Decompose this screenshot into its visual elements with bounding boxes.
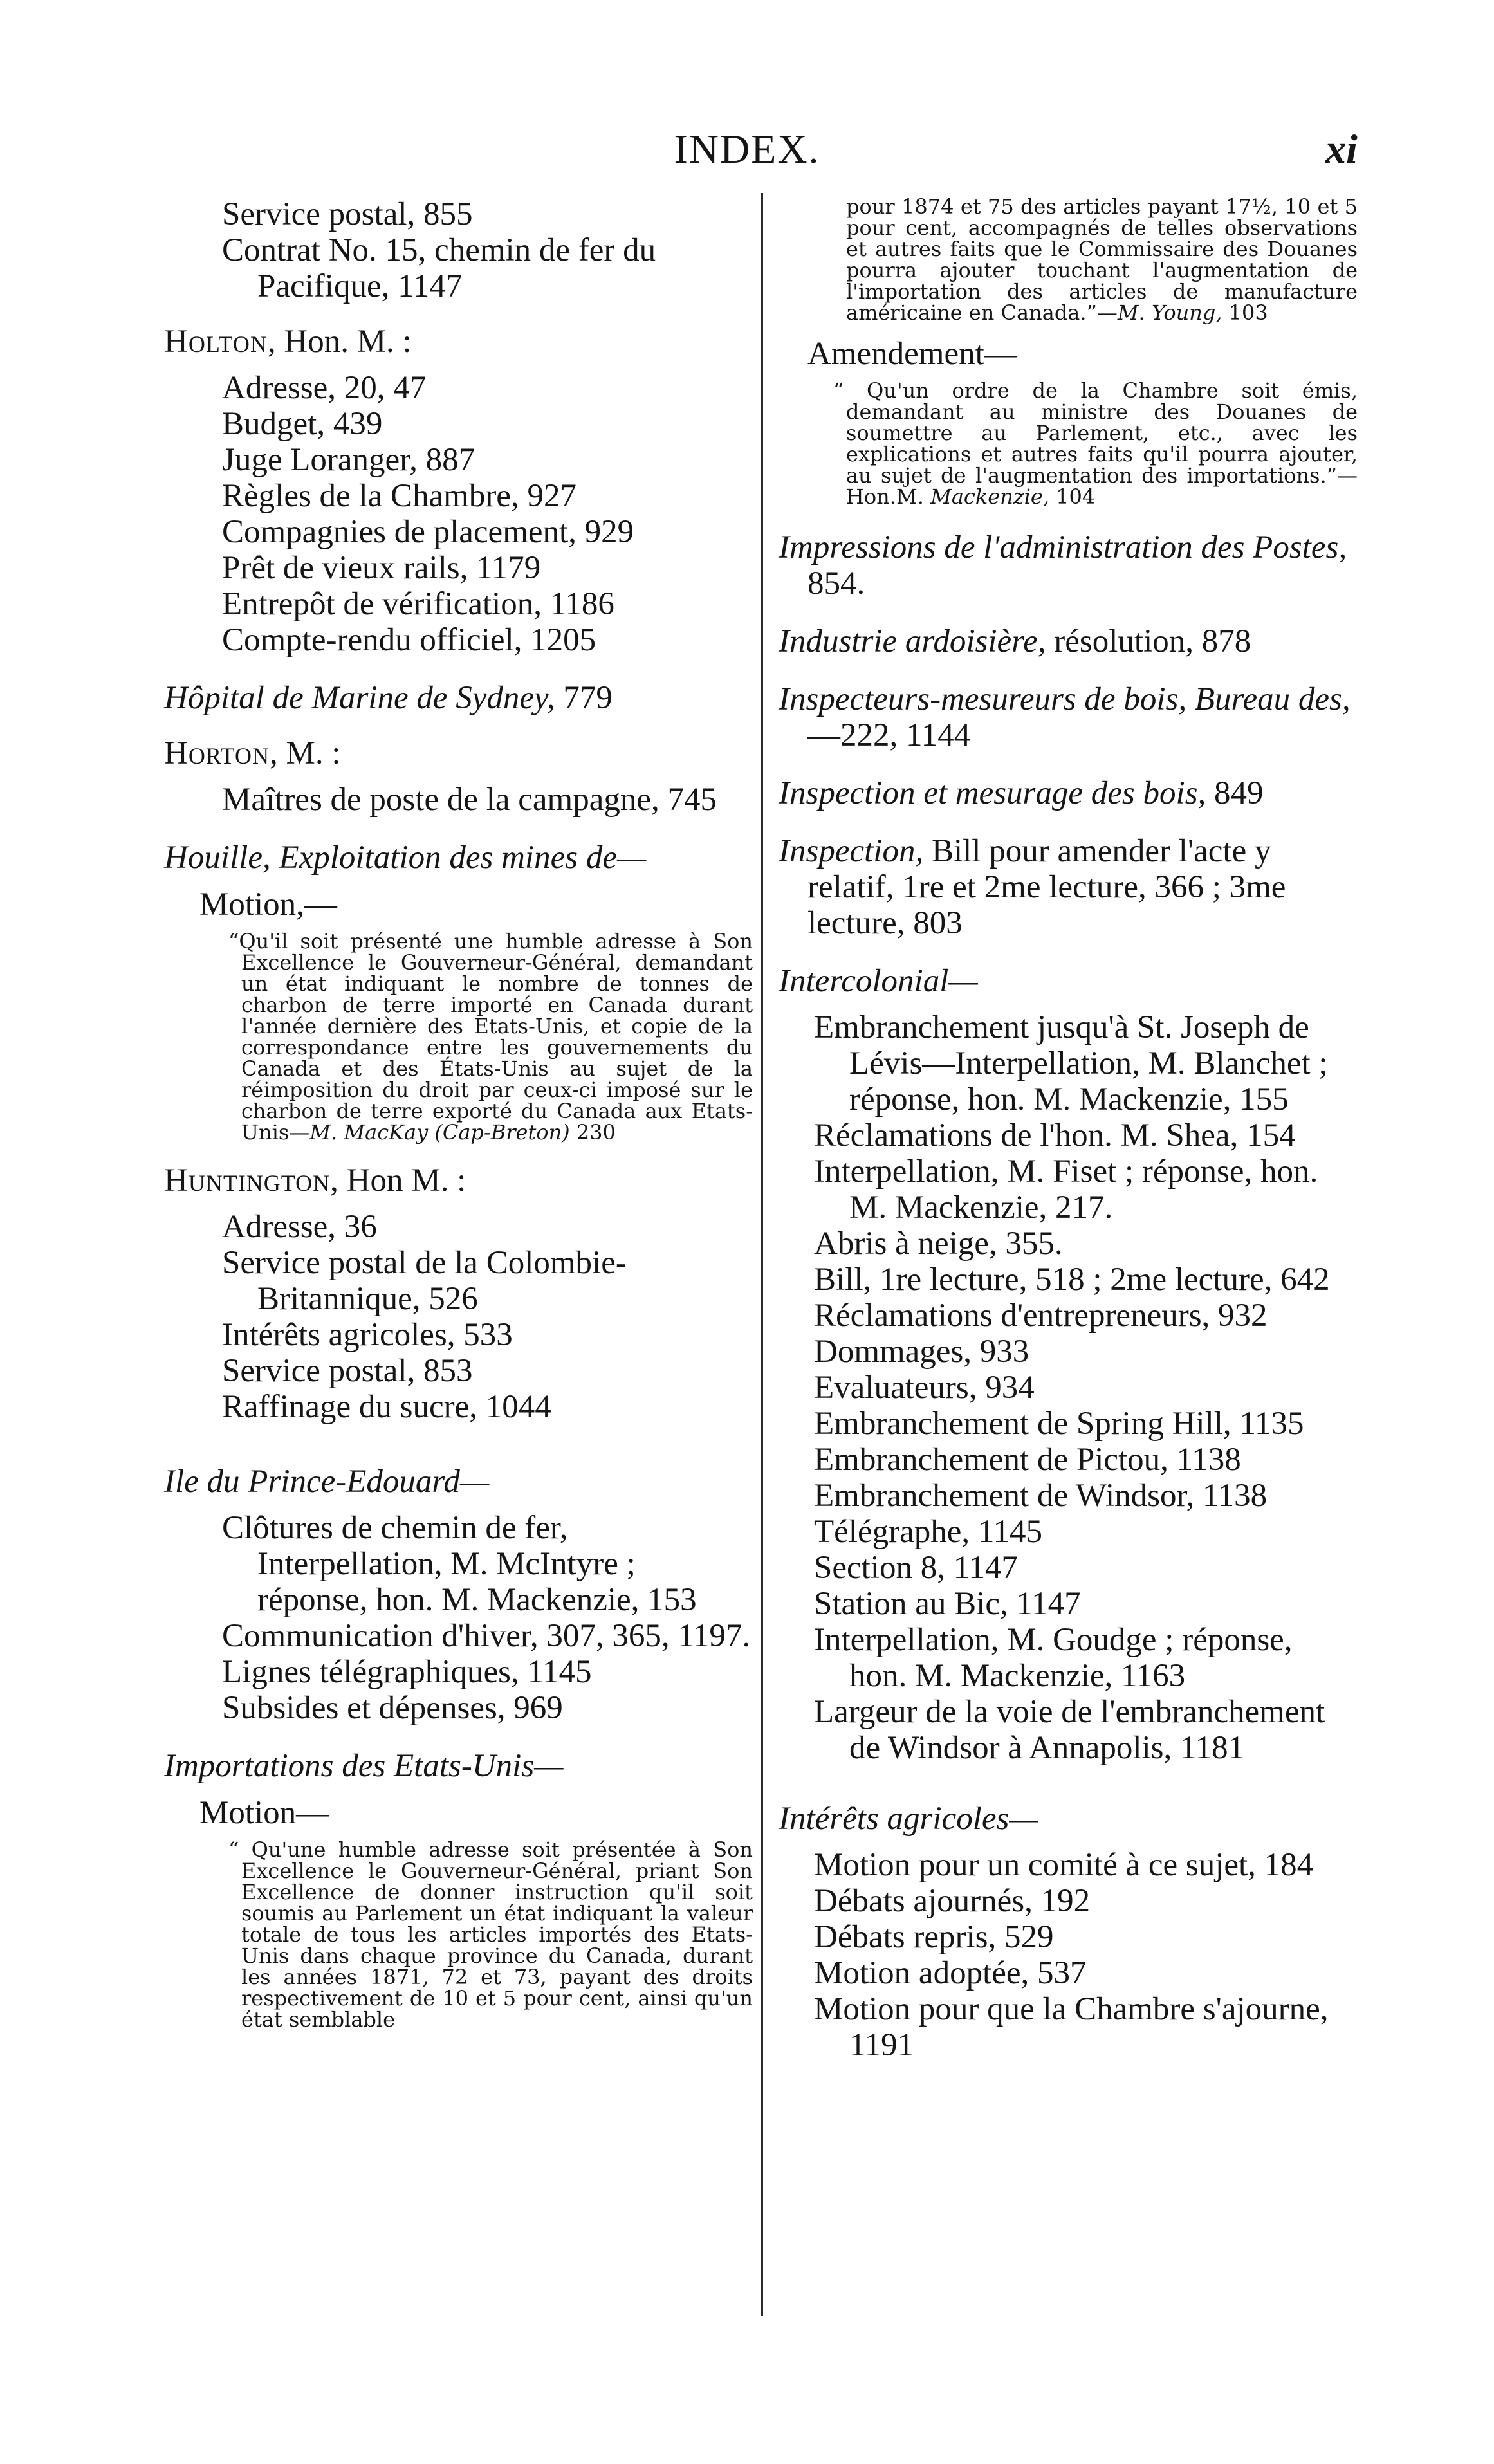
quote-author: M. MacKay (Cap-Breton) <box>309 1120 570 1145</box>
index-entry: Budget, 439 <box>222 406 383 442</box>
topic-heading-interets: Intérêts agricoles— <box>779 1801 1038 1837</box>
heading-name: Holton <box>164 324 268 360</box>
index-entry: Motion pour que la Chambre s'ajourne, 1191 <box>814 1991 1329 2063</box>
column-divider <box>761 193 763 2316</box>
index-entry: Service postal de la Colombie-Britannique, 526 <box>222 1245 627 1317</box>
index-entry: Maîtres de poste de la campagne, 745 <box>222 782 717 818</box>
index-entry: Service postal, 853 <box>222 1353 473 1389</box>
amendement-label: Amendement— <box>807 336 1017 372</box>
index-entry: Débats ajournés, 192 <box>814 1883 1091 1919</box>
index-entry: Section 8, 1147 <box>814 1550 1018 1586</box>
topic-heading-importations: Importations des Etats-Unis— <box>164 1748 564 1784</box>
topic-page: 779 <box>555 680 613 716</box>
motion-quote: “ Qu'une humble adresse soit présentée à Son Excellence le Gouverneur-Général, priant Son Excellence de donner instruction qu'il soit soumis au Parlement un état indiquant la valeur totale de tous les articles importés des Etats-Unis dans chaque province du Canada, durant les années 1871, 72 et 73, payant des droits respectivement de 10 et 5 pour cent, ainsi qu'un état semblable <box>228 1837 753 2032</box>
quote-author: M. Young, <box>1117 300 1222 325</box>
index-entry: Abris à neige, 355. <box>814 1226 1063 1262</box>
index-entry: Subsides et dépenses, 969 <box>222 1690 563 1726</box>
amendement-quote <box>779 380 1358 508</box>
index-entry: Compte-rendu officiel, 1205 <box>222 622 596 658</box>
topic-rest: 849 <box>1206 775 1264 811</box>
quote-page: 103 <box>1222 300 1268 325</box>
topic-title: Inspection et mesurage des bois, <box>779 775 1206 811</box>
index-entry: Juge Loranger, 887 <box>222 442 475 478</box>
quote-page: 104 <box>1049 484 1096 509</box>
index-entry: Interpellation, M. Goudge ; réponse, hon. M. Mackenzie, 1163 <box>814 1622 1293 1694</box>
name-heading-holton <box>164 322 753 361</box>
topic-rest: Bill pour amender l'acte y relatif, 1re et 2me lecture, 366 ; 3me lecture, 803 <box>807 833 1286 941</box>
topic-rest: résolution, 878 <box>1046 623 1251 659</box>
topic-title: Hôpital de Marine de Sydney, <box>164 680 555 716</box>
heading-suffix: , Hon. M. : <box>267 324 412 360</box>
motion-quote <box>164 931 753 1143</box>
index-entry: Motion pour un comité à ce sujet, 184 <box>814 1847 1314 1883</box>
left-column <box>164 196 753 2038</box>
index-entry: Compagnies de placement, 929 <box>222 514 634 550</box>
page-number: xi <box>1325 126 1358 172</box>
index-entry: Intérêts agricoles, 533 <box>222 1317 513 1353</box>
index-entry: Règles de la Chambre, 927 <box>222 478 576 514</box>
quote-text: “Qu'il soit présenté une humble adresse à Son Excellence le Gouverneur-Général, demandant un état indiquant le nombre de tonnes de charbon de terre importé en Canada durant l'année dernière des Etats-Unis, et copie de la correspondance entre les gouvernements du Canada et des États-Unis au sujet de la réimposition du droit par ceux-ci imposé sur le charbon de terre exporté du Canada aux Etats-Unis— <box>228 929 753 1145</box>
heading-name: Huntington <box>164 1163 331 1199</box>
index-entry: Service postal, 855 <box>222 196 473 232</box>
index-entry: Motion adoptée, 537 <box>814 1955 1087 1991</box>
index-entry: Embranchement de Windsor, 1138 <box>814 1478 1268 1514</box>
topic-heading-houille: Houille, Exploitation des mines de— <box>164 840 647 876</box>
index-entry: Adresse, 20, 47 <box>222 370 427 406</box>
index-entry: Largeur de la voie de l'embranchement de Windsor à Annapolis, 1181 <box>814 1694 1325 1766</box>
topic-title: Industrie ardoisière, <box>779 623 1046 659</box>
name-heading-horton <box>164 734 753 773</box>
quote-page: 230 <box>569 1120 616 1145</box>
index-entry: Lignes télégraphiques, 1145 <box>222 1654 592 1690</box>
name-heading-huntington <box>164 1161 753 1200</box>
topic-title: Inspection, <box>779 833 924 869</box>
index-entry: Dommages, 933 <box>814 1334 1029 1370</box>
index-entry: Débats repris, 529 <box>814 1919 1054 1955</box>
topic-heading-ile: Ile du Prince-Edouard— <box>164 1464 490 1500</box>
topic-title: Inspecteurs-mesureurs de bois, Bureau des, <box>779 681 1351 717</box>
topic-page: 854. <box>807 565 865 602</box>
index-entry: Interpellation, M. Fiset ; réponse, hon. M. Mackenzie, 217. <box>814 1154 1318 1226</box>
index-entry: Contrat No. 15, chemin de fer du Pacifique, 1147 <box>222 232 656 304</box>
topic-heading-industrie <box>779 623 1358 659</box>
heading-name: Horton <box>164 735 270 771</box>
motion-label: Motion,— <box>199 887 337 923</box>
index-entry: Prêt de vieux rails, 1179 <box>222 550 541 586</box>
index-entry: Adresse, 36 <box>222 1209 377 1245</box>
topic-rest: —222, 1144 <box>807 717 971 753</box>
quote-text: pour 1874 et 75 des articles payant 17½, 10 et 5 pour cent, accompagnés de telles observations et autres faits que le Commissaire des Douanes pourra ajouter touchant l'augmentation de l'importation des articles de manufacture américaine en Canada.”— <box>846 194 1358 325</box>
page-header-title: INDEX. <box>674 126 820 172</box>
index-entry: Station au Bic, 1147 <box>814 1586 1081 1622</box>
index-entry: Evaluateurs, 934 <box>814 1370 1035 1406</box>
topic-heading-inspection-mesurage <box>779 775 1358 811</box>
heading-suffix: , M. : <box>270 735 341 771</box>
index-entry: Télégraphe, 1145 <box>814 1514 1042 1550</box>
index-entry: Embranchement jusqu'à St. Joseph de Lévis—Interpellation, M. Blanchet ; réponse, hon. M. Mackenzie, 155 <box>814 1009 1328 1117</box>
heading-suffix: , Hon M. : <box>330 1163 466 1199</box>
index-entry: Réclamations d'entrepreneurs, 932 <box>814 1298 1268 1334</box>
index-entry: Embranchement de Spring Hill, 1135 <box>814 1406 1304 1442</box>
index-entry: Entrepôt de vérification, 1186 <box>222 586 614 622</box>
right-column <box>779 196 1358 2063</box>
topic-heading-inspecteurs <box>779 681 1358 753</box>
topic-heading-intercolonial: Intercolonial— <box>779 963 978 999</box>
topic-heading-impressions <box>779 529 1358 602</box>
motion-label: Motion— <box>199 1795 329 1831</box>
quote-continuation <box>779 196 1358 324</box>
index-entry: Clôtures de chemin de fer, Interpellation, M. McIntyre ; réponse, hon. M. Mackenzie, 153 <box>222 1510 697 1618</box>
topic-heading-hopital <box>164 680 753 716</box>
index-entry: Raffinage du sucre, 1044 <box>222 1389 551 1425</box>
quote-text: “ Qu'un ordre de la Chambre soit émis, demandant au ministre des Douanes de soumettre au Parlement, etc., avec les explications et autres faits qu'il pourra ajouter, au sujet de l'augmentation des importations.”—Hon.M. <box>833 378 1358 509</box>
quote-author: Mackenzie, <box>930 484 1049 509</box>
index-entry: Bill, 1re lecture, 518 ; 2me lecture, 642 <box>814 1262 1330 1298</box>
index-entry: Communication d'hiver, 307, 365, 1197. <box>222 1618 751 1654</box>
index-entry: Embranchement de Pictou, 1138 <box>814 1442 1241 1478</box>
index-entry: Réclamations de l'hon. M. Shea, 154 <box>814 1117 1296 1154</box>
topic-title: Impressions de l'administration des Postes, <box>779 529 1347 565</box>
topic-heading-inspection-bill <box>779 833 1358 941</box>
